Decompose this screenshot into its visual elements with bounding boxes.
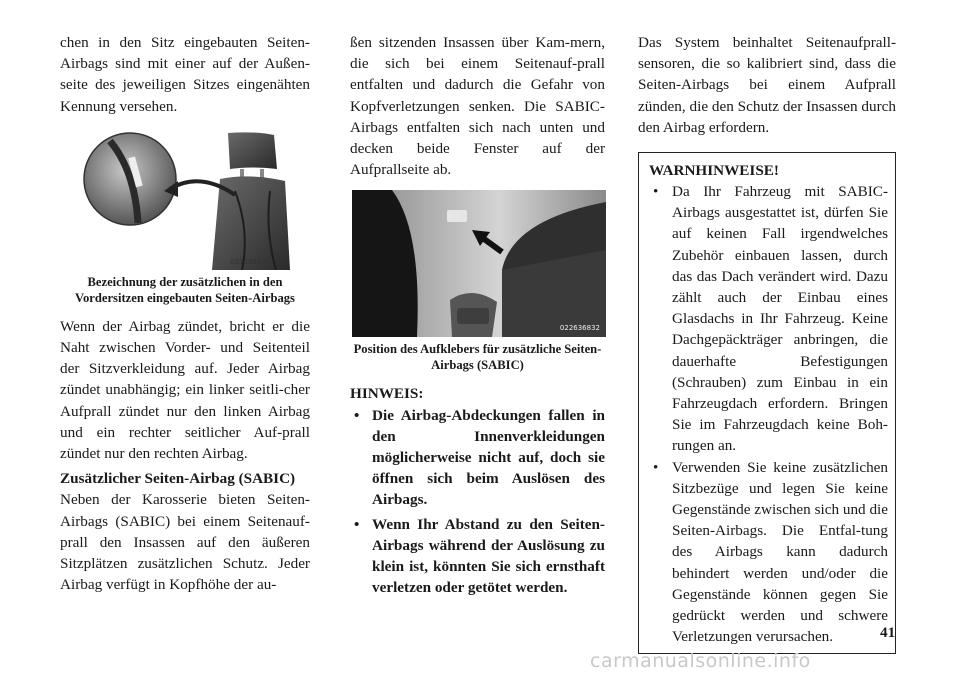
- figure-caption: Position des Aufklebers für zusätzliche Seiten-Airbags (SABIC): [353, 342, 602, 373]
- figure-caption: Bezeichnung der zusätzlichen in den Vordersitzen eingebauten Seiten-Airbags: [75, 274, 295, 305]
- list-item: • Die Airbag-Abdeckungen fallen in den Innenverkleidungen möglicherweise nicht auf, doch sie öffnen sich beim Auslösen des Airbags.: [354, 406, 605, 509]
- section-heading: Zusätzlicher Seiten-Airbag (SABIC): [60, 470, 296, 488]
- list-item: • Verwenden Sie keine zusätzlichen Sitzbezüge und legen Sie keine Gegenstände zwischen sich und die Seiten-Airbags. Die Entfal-tung des Airbags kann dadurch behindert werden und/oder die Gegenstände können gegen Sie gedrückt werden und schwere Verletzungen verursachen.: [653, 458, 888, 646]
- body-paragraph: Neben der Karosserie bieten Seiten-Airbags (SABIC) bei einem Seitenauf-prall den Insassen auf den äußeren Sitzplätzen zusätzlichen Schutz. Jeder Airbag verfügt in Kopfhöhe der au-: [60, 491, 310, 594]
- body-paragraph: Wenn der Airbag zündet, bricht er die Naht zwischen Vorder- und Seitenteil der Sitzverkleidung auf. Jeder Airbag zündet unabhängig; ein linker seitli-cher Aufprall zündet nur den linken Airbag und ein rechter seitlicher Auf-prall zündet nur den rechten Airbag.: [60, 317, 310, 463]
- page-number: 41: [880, 624, 896, 641]
- figure-code: 022636831: [230, 257, 271, 266]
- seat-airbag-figure: [80, 131, 311, 270]
- warning-list: [649, 181, 888, 647]
- column-3: [638, 32, 896, 654]
- warning-box: [638, 152, 896, 654]
- seat-airbag-illustration: [80, 131, 311, 270]
- body-paragraph: Das System beinhaltet Seitenaufprall-sensoren, die so kalibriert sind, dass die Seiten-Airbags bei einem Aufprall zünden, die den Schutz der Insassen durch den Airbag erfordern.: [638, 34, 896, 136]
- column-2: [350, 32, 605, 601]
- note-title: HINWEIS:: [350, 385, 424, 403]
- warning-title: WARNHINWEISE!: [649, 162, 779, 180]
- watermark: carmanualsonline.info: [590, 650, 811, 672]
- sabic-label-photo: [352, 190, 606, 337]
- list-item: • Wenn Ihr Abstand zu den Seiten-Airbags während der Auslösung zu klein ist, könnten Sie sich ernsthaft verletzen oder getötet werden.: [354, 515, 605, 597]
- figure-code: 022636832: [559, 324, 600, 333]
- note-list: [350, 405, 605, 599]
- body-paragraph: chen in den Sitz eingebauten Seiten-Airbags sind mit einer auf der Außen-seite des jeweiligen Sitzes eingenähten Kennung versehen.: [60, 34, 310, 115]
- sabic-label-figure: [352, 190, 606, 337]
- list-item: • Da Ihr Fahrzeug mit SABIC-Airbags ausgestattet ist, dürfen Sie auf keinen Fall irgendwelches Zubehör einbauen lassen, durch das das Dach verändert wird. Dazu zählt auch der Einbau eines Glasdachs in Ihr Fahrzeug. Keine Dachgepäckträger anbringen, die dauerhafte Befestigungen (Schrauben) zum Einbau in ein Fahrzeugdach erfordern. Bringen Sie im Fahrzeugdach keine Boh-rungen an.: [653, 183, 888, 455]
- body-paragraph: ßen sitzenden Insassen über Kam-mern, die sich bei einem Seitenauf-prall entfalten und dadurch die Gefahr von Kopfverletzungen senken. Die SABIC-Airbags entfalten sich nach unten und decken beide Fenster auf der Aufprallseite ab.: [350, 34, 605, 179]
- column-1: [60, 32, 310, 595]
